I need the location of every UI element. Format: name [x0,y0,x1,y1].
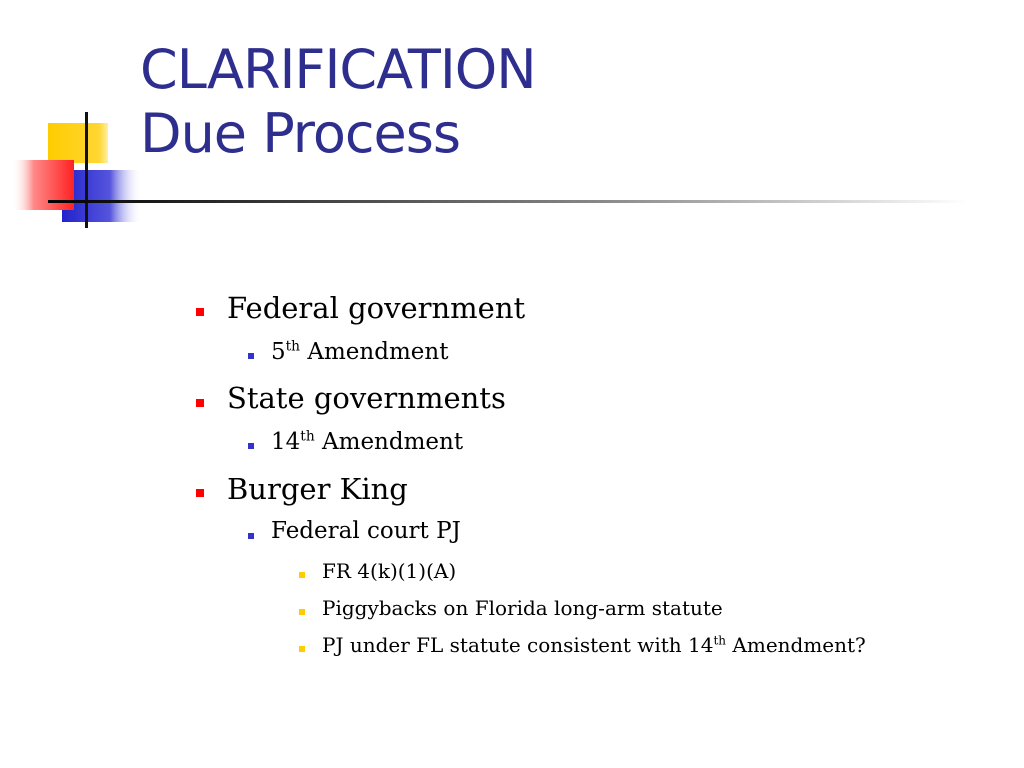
bullet-fourteenth-amendment [271,429,463,455]
bullet-marker [299,572,305,578]
bullet-federal-court-pj: Federal court PJ [271,518,461,544]
bullet-marker [248,533,254,539]
bullet-marker [299,609,305,615]
bullet-marker [196,489,204,497]
fifth-superscript: th [285,338,301,355]
bullet-piggybacks: Piggybacks on Florida long-arm statute [322,596,723,620]
pj-superscript: th [713,633,727,648]
bullet-marker [248,443,254,449]
bullet-burger-king: Burger King [227,472,408,506]
bullet-fr-rule: FR 4(k)(1)(A) [322,559,457,583]
bullet-marker [248,353,254,359]
fifth-text: Amendment [300,339,449,365]
fourteenth-number: 14 [271,429,301,455]
bullet-state-governments: State governments [227,381,506,415]
fourteenth-superscript: th [300,428,315,445]
bullet-federal-government: Federal government [227,291,526,325]
bullet-marker [299,646,305,652]
fourteenth-text: Amendment [314,429,464,455]
bullet-fifth-amendment [271,339,448,365]
pj-text-post: Amendment? [726,633,866,657]
title-line-2: Due Process [140,102,461,165]
bullet-marker [196,308,204,316]
pj-text-pre: PJ under FL statute consistent with 14 [322,633,714,657]
bullet-marker [196,399,204,407]
fifth-number: 5 [271,339,286,365]
title-line-1: CLARIFICATION [140,38,536,101]
bullet-pj-under-fl-statute [322,633,866,657]
